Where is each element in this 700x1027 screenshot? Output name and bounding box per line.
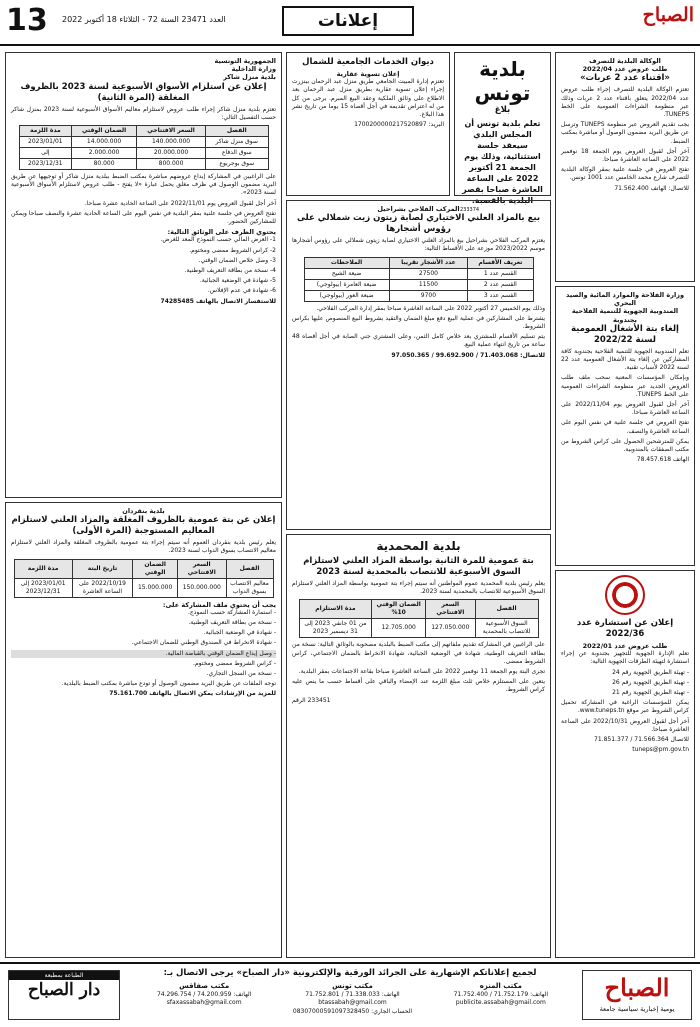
office-email[interactable]: publicite.assabah@gmail.com <box>455 999 546 1006</box>
ad-ref: 233374 <box>460 207 480 213</box>
page-number: 13 <box>6 3 48 38</box>
ad-subtitle: بلاغ <box>494 105 511 115</box>
table-cell: 12.705.000 <box>372 619 426 638</box>
office-email[interactable]: btassabah@gmail.com <box>318 999 387 1006</box>
ad-intro: يعتزم المركب الفلاحي بشراحيل بيع بالمزاد العلني الاختياري لصابة زيتون شملالي على رؤوس أشجارها موسم 2023/2022 موزعة على الأقساط التالية: <box>292 237 545 253</box>
livestock-table <box>14 559 274 598</box>
table-row <box>19 148 268 159</box>
page-header <box>0 0 700 46</box>
table-row <box>14 578 273 597</box>
ad-mohamedia-tender <box>286 534 551 958</box>
table-cell: 2023/01/01 إلى 2023/12/31 <box>14 578 72 597</box>
ad-list-item: 4- نسخة من بطاقة التعريف الوطنية. <box>184 267 276 275</box>
table-cell: القسم عدد 2 <box>468 279 533 290</box>
ad-body: تفتح العروض في جلسة علنية بمقر الوكالة البلدية للتصرف شارع محمد الخامس عدد 1001 تونس. <box>561 166 689 182</box>
table-cell: 14.000.000 <box>72 137 137 148</box>
ad-list-item: - كراس الشروط ممضى ومختوم. <box>193 659 276 667</box>
ad-body: تعتزم إدارة المبيت الجامعي طريق منزل عبد الرحمان ببنزرت إجراء إعلان تسوية عقارية بطريق منزل عبد الرحمان بعد الاطلاع على وثائق الملكية وعقد البيع المبرم. يرجى من كل من له اعتراض تقديمه في أجل أقصاه 15 يوما من تاريخ نشر هذا البلاغ. <box>292 78 444 119</box>
table-cell: 2022/10/19 على الساعة العاشرة <box>72 578 132 597</box>
olive-lots-table <box>304 257 534 302</box>
table-row <box>304 279 533 290</box>
printer-logo <box>8 970 120 1020</box>
table-header: تاريخ البتة <box>72 559 132 578</box>
office-email[interactable]: sfaxassabah@gmail.com <box>166 999 242 1006</box>
table-cell: من 01 جانفي 2023 إلى 31 ديسمبر 2023 <box>299 619 372 638</box>
ad-contact: للاتصال: الهاتف 71.562.400 <box>614 184 689 192</box>
ad-regional-equipment <box>555 570 695 958</box>
ad-list-item: - نسخة من السجل التجاري. <box>206 670 276 678</box>
ad-body: آخر أجل لقبول العروض 2022/10/31 على الساعة العاشرة صباحا. <box>561 717 689 733</box>
ad-body: تعلم المندوبية الجهوية للتنمية الفلاحية بجندوبة كافة المشاركين عن إلغاء بتة الأشغال العمومية عدد 22 لسنة 2022 لأسباب تقنية. <box>561 347 689 372</box>
ad-body: توجه الملفات عن طريق البريد مضمون الوصول أو تودع مباشرة بمكتب الضبط بالبلدية. <box>61 680 276 688</box>
table-cell: ضيعة العور (بيولوجي) <box>304 290 389 301</box>
ad-body: وذلك يوم الخميس 27 أكتوبر 2022 على الساعة العاشرة صباحا بمقر إدارة المركب الفلاحي. <box>316 304 545 312</box>
ad-body: على الراغبين في المشاركة إيداع عروضهم مباشرة بمكتب الضبط ببلدية منزل شاكر أو توجيهها عن طريق البريد مضمون الوصول في ظرف مغلق يحمل عبارة «لا يفتح - طلب عروض لاستلزام الأسواق الأسبوعية لسنة 2023». <box>11 173 276 197</box>
table-header: مدة اللزمة <box>14 559 72 578</box>
table-cell: 20.000.000 <box>136 148 205 159</box>
table-cell: 2.000.000 <box>72 148 137 159</box>
table-cell: 80.000 <box>72 159 137 170</box>
ad-list-item: - تهيئة الطريق الجهوية رقم 26 <box>612 678 689 686</box>
table-header: السعر الافتتاحي <box>426 600 476 619</box>
ad-contact: للاستفسار الاتصال بالهاتف 74285485 <box>160 297 276 305</box>
ad-ref: 233451 الرقم <box>292 696 331 704</box>
ad-body: يشترط على المشاركين في عملية البيع دفع مبلغ الضمان والتقيد بشروط البيع المنصوص عليها بكراس الشروط. <box>292 314 545 331</box>
ad-notice: طلب عروض عدد 2022/04 <box>582 65 668 74</box>
ad-title: بيع بالمزاد العلني الاختياري لصابة زيتون زيت شملالي على رؤوس أشجارها <box>296 213 541 235</box>
ad-body: يمكن للمؤسسات الراغبة في المشاركة تحميل كراس الشروط عبر موقع www.tuneps.tn. <box>561 699 689 715</box>
ad-body: وبإمكان المؤسسات المعنية سحب ملف طلب العروض الجديد عبر منظومة الشراءات العمومية على الخط TUNEPS. <box>561 374 689 398</box>
page-footer <box>0 962 700 1027</box>
table-header: الفصل <box>226 559 273 578</box>
ad-body: يتعين على المستلزم خلاص ثلث مبلغ اللزمة عند الإمضاء والباقي على أقساط حسب ما ينص عليه كراس الشروط. <box>292 678 545 694</box>
footer-logo-sub: يومية إخبارية سياسية جامعة <box>599 1005 675 1013</box>
table-cell: 9700 <box>389 290 468 301</box>
ad-ref: البريد: 1700200000217520897 <box>354 121 444 129</box>
ad-title: بلدية المحمدية <box>376 539 461 553</box>
table-cell: 2023/01/01 <box>19 137 72 148</box>
ad-subtitle: بتة عمومية للمرة الثانية بواسطة المزاد العلني لاستلزام السوق الأسبوعية للانتصاب بالمحمدية لسنة 2023 <box>303 556 534 577</box>
printer-name: دار الصباح <box>27 980 101 1000</box>
ad-title: بلدية تونس <box>474 57 531 105</box>
issue-info: العدد 23471 السنة 72 - الثلاثاء 18 أكتوبر 2022 <box>62 15 226 24</box>
ad-olive-auction <box>286 200 551 530</box>
ad-intro: تعتزم بلدية منزل شاكر إجراء طلب عروض لاستلزام معاليم الأسواق الأسبوعية لسنة 2023 بمنزل شاكر حسب التفصيل التالي: <box>11 105 276 121</box>
ad-body: تفتح العروض في جلسة علنية بمقر البلدية في نفس اليوم على الساعة الحادية عشرة والنصف صباحا ويمكن للمشاركين الحضور. <box>11 209 276 226</box>
ad-body: على الراغبين في المشاركة تقديم ملفاتهم إلى مكتب الضبط بالبلدية مصحوبة بالوثائق التالية: نسخة من بطاقة التعريف الوطنية، شهادة في الوضعية الجبائية، شهادة الانخراط بالضمان الاجتماعي، كراس الشروط ممضى. <box>292 641 545 665</box>
ad-title: إعلان عن استلزام الأسواق الأسبوعية لسنة 2023 بالظروف المغلقة (المرة الثانية) <box>20 81 267 103</box>
ad-body: آخر أجل لقبول العروض يوم الجمعة 18 نوفمبر 2022 على الساعة العاشرة صباحا. <box>561 147 690 164</box>
table-header: الضمان الوقتي <box>72 126 137 137</box>
table-cell: القسم عدد 3 <box>468 290 533 301</box>
ad-org: الوكالة البلدية للتصرف <box>589 57 661 65</box>
table-cell: 15.000.000 <box>133 578 178 597</box>
table-cell: 800.000 <box>136 159 205 170</box>
table-cell: إلى <box>19 148 72 159</box>
ad-conditions-title: يجب أن يحتوي ملف المشاركة على: <box>162 600 276 609</box>
ad-ministry: وزارة الداخلية <box>231 65 276 74</box>
table-row <box>304 290 533 301</box>
ad-list-item: - وصل إيداع الضمان الوقتي بالقباضة المالية. <box>11 650 276 658</box>
table-cell: ضيعة الشيح <box>304 268 389 279</box>
newspaper-logo: الصباح <box>642 4 694 26</box>
ad-body: تعلم الإدارة الجهوية للتجهيز بجندوبة عن إجراء استشارة لتهيئة الطرقات الجهوية التالية: <box>561 650 689 666</box>
footer-logo-text: الصباح <box>604 973 670 1002</box>
ad-list-item: - تهيئة الطريق الجهوية رقم 21 <box>612 689 689 697</box>
ad-title: «اقتناء عدد 2 عربات» <box>580 73 670 84</box>
office-sfax <box>130 982 278 1016</box>
office-title: مكتب تونس <box>332 982 373 990</box>
ad-org: وزارة الفلاحة والموارد المائية والصيد البحري <box>565 291 685 308</box>
table-header: الفصل <box>475 600 538 619</box>
office-phone: الهاتف: 71.752.179 / 71.752.400 <box>453 990 549 998</box>
table-header: الضمان الوقتي <box>133 559 178 578</box>
ad-list-item: 1- العرض المالي حسب النموذج المعد للغرض. <box>160 236 276 244</box>
ad-livestock-market-tender <box>5 502 282 958</box>
ad-ministry-agriculture <box>555 286 695 566</box>
office-tunis <box>278 982 426 1016</box>
markets-table <box>19 125 269 170</box>
market-table <box>299 599 539 638</box>
office-phone: الهاتف: 71.338.033 / 71.752.801 <box>305 990 400 998</box>
ad-body: تعلم بلدية تونس أن المجلس البلدي سيعقد جلسة استثنائية، وذلك يوم الجمعة 21 أكتوبر 2022 على الساعة العاشرة صباحا بقصر البلدية بالقصبة. <box>462 119 543 205</box>
office-menzah <box>427 982 575 1016</box>
table-cell: 140.000.000 <box>136 137 205 148</box>
table-cell: 127.050.000 <box>426 619 476 638</box>
ad-list-item: - استمارة المشاركة حسب النموذج. <box>187 608 276 616</box>
footer-offices <box>130 982 575 1016</box>
ad-body: يتم تسليم الأقسام للمشتري بعد خلاص كامل الثمن، وعلى المشتري جني الصابة في أجل أقصاه 48 ساعة من تاريخ انتهاء عملية البيع. <box>292 333 545 349</box>
ad-org: ديوان الخدمات الجامعية للشمال <box>302 57 434 67</box>
ad-intro: يعلم رئيس بلدية المحمدية عموم المواطنين أنه سيتم إجراء بتة عمومية بواسطة المزاد العلني لاستلزام السوق الأسبوعية للانتصاب بالمحمدية لسنة 2023. <box>292 580 545 596</box>
ad-body: يمكن للمترشحين الحصول على كراس الشروط من مكتب الصفقات بالمندوبية. <box>561 437 689 454</box>
table-header: تعريف الأقسام <box>468 257 533 268</box>
table-cell: 11500 <box>389 279 468 290</box>
table-header: الملاحظات <box>304 257 389 268</box>
table-row <box>299 619 538 638</box>
ad-body: تعتزم الوكالة البلدية للتصرف إجراء طلب عروض عدد 2022/04 يتعلق باقتناء عدد 2 عربات وذلك عبر منظومة الشراءات العمومية على الخط TUNEPS. <box>561 86 689 119</box>
ad-title: إعلان عن بتة عمومية بالظروف المغلقة والمزاد العلني لاستلزام المعاليم المستوجبة (المرة الأولى) <box>11 515 276 537</box>
ad-body: آخر أجل لقبول العروض يوم 2022/11/01 على الساعة الحادية عشرة صباحا. <box>84 199 276 207</box>
ad-org: المركب الفلاحي بشراحيل <box>377 205 460 213</box>
ad-title: إعلان تسوية عقارية <box>336 70 400 78</box>
ad-body: تجرى البتة يوم الجمعة 11 نوفمبر 2022 على الساعة العاشرة صباحا بقاعة الاجتماعات بمقر البلدية. <box>298 668 545 676</box>
table-cell: معاليم الانتصاب بسوق الدواب <box>226 578 273 597</box>
footer-logo <box>582 970 692 1020</box>
ad-conditions-title: يحتوي الظرف على الوثائق التالية: <box>167 228 276 237</box>
ad-tunis-notice <box>454 52 551 213</box>
table-header: مدة اللزمة <box>19 126 72 137</box>
ad-contact: للاتصال 71.566.364 / 71.851.377 <box>594 736 689 744</box>
office-phone: الهاتف: 74.200.959 / 74.296.754 <box>156 990 252 998</box>
table-cell: 27500 <box>389 268 468 279</box>
ad-list-item: 3- وصل خلاص الضمان الوقتي. <box>198 256 276 264</box>
table-header: عدد الأشجار تقريبا <box>389 257 468 268</box>
ad-list-item: - تهيئة الطريق الجهوية رقم 24 <box>612 668 689 676</box>
ad-body: تفتح العروض في جلسة علنية في نفس اليوم على الساعة العاشرة والنصف. <box>561 419 689 435</box>
ad-municipality: بلدية منزل شاكر <box>223 73 276 82</box>
ad-contact: للاتصال: 71.403.068 / 99.692.900 / 97.050.365 <box>391 351 545 359</box>
table-cell: سوق الدفاع <box>206 148 268 159</box>
printer-label: الطباعة بمطبعة <box>9 971 119 980</box>
table-cell: القسم عدد 1 <box>468 268 533 279</box>
ad-title: إلغاء بتة الأشغال العمومية لسنة 2022/22 <box>571 323 679 345</box>
table-header: الفصل <box>206 126 268 137</box>
office-title: مكتب صفاقس <box>179 982 230 990</box>
ad-municipal-agency <box>555 52 695 282</box>
table-header: الضمان الوقتي 10% <box>372 600 426 619</box>
ad-sub: المندوبية الجهوية للتنمية الفلاحية بجندوبة <box>571 307 679 324</box>
office-title: مكتب المنزه <box>479 982 522 990</box>
ad-title: إعلان عن استشارة عدد 2022/36 <box>576 618 674 639</box>
ad-university-services <box>286 52 450 196</box>
ad-sub: طلب عروض عدد 2022/01 <box>582 642 668 650</box>
ad-intro: يعلم رئيس بلدية بنقردان العموم أنه سيتم إجراء بتة عمومية بالظروف المغلقة والمزاد العلني لاستلزام معاليم الانتصاب بسوق الدواب لسنة 2023. <box>11 539 276 555</box>
ad-body: يجب تقديم العروض عبر منظومة TUNEPS وترسل عن طريق البريد مضمون الوصول أو مباشرة بمكتب الضبط. <box>561 121 689 145</box>
table-row <box>304 268 533 279</box>
table-header: السعر الافتتاحي <box>178 559 227 578</box>
ad-list-item: - شهادة الانخراط في الصندوق الوطني للضمان الاجتماعي. <box>131 639 276 647</box>
table-row <box>19 137 268 148</box>
table-header: مدة الاستلزام <box>299 600 372 619</box>
section-title: إعلانات <box>282 6 414 36</box>
ad-org: بلدية بنقردان <box>122 507 165 515</box>
ad-weekly-markets-tender <box>5 52 282 498</box>
table-cell: 2023/12/31 <box>19 159 72 170</box>
table-header: السعر الافتتاحي <box>136 126 205 137</box>
table-cell: سوق منزل شاكر <box>206 137 268 148</box>
emblem-icon <box>605 575 645 615</box>
table-row <box>19 159 268 170</box>
ad-contact: الهاتف 78.457.618 <box>636 456 689 464</box>
ad-list-item: 2- كراس الشروط ممضى ومختوم. <box>189 246 276 254</box>
ad-list-item: - شهادة في الوضعية الجبائية. <box>203 629 276 637</box>
office-account: الحساب الجاري: 08307000591097328450 <box>292 1007 413 1015</box>
footer-heading: لجميع إعلاناتكم الإشهارية على الجرائد الورقية والإلكترونية «دار الصباح» يرجى الاتصال بـ: <box>163 968 537 978</box>
ad-list-item: 5- شهادة في الوضعية الجبائية. <box>199 277 276 285</box>
ad-list-item: 6- شهادة في عدم الإفلاس. <box>207 287 276 295</box>
table-cell: السوق الأسبوعية للانتصاب بالمحمدية <box>475 619 538 638</box>
table-cell: 150.000.000 <box>178 578 227 597</box>
ad-body: آخر أجل لقبول العروض يوم 2022/11/04 على الساعة العاشرة صباحا. <box>561 401 689 417</box>
ad-email[interactable]: tuneps@pm.gov.tn <box>632 746 689 754</box>
table-cell: سوق بوجربوع <box>206 159 268 170</box>
table-cell: ضيعة العامرة (بيولوجي) <box>304 279 389 290</box>
ad-republic: الجمهورية التونسية <box>214 57 276 65</box>
ad-contact: للمزيد من الإرشادات يمكن الاتصال بالهاتف 75.161.700 <box>109 690 276 698</box>
ad-list-item: - نسخة من بطاقة التعريف الوطنية. <box>188 619 276 627</box>
